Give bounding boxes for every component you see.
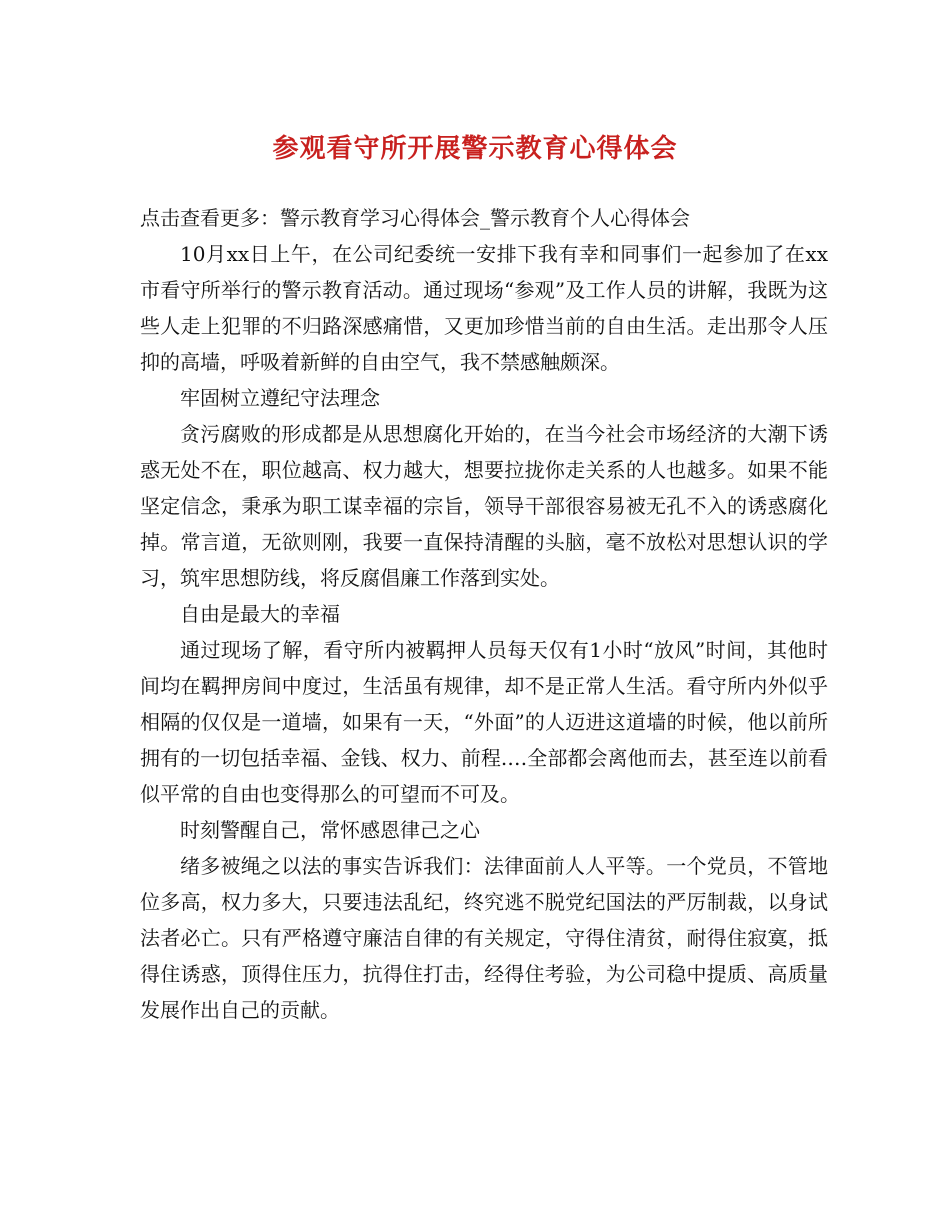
section-heading-vigilance: 时刻警醒自己，常怀感恩律己之心 [180, 818, 480, 842]
section-heading-law: 牢固树立遵纪守法理念 [180, 386, 380, 410]
paragraph-detention: 通过现场了解，看守所内被羁押人员每天仅有1小时“放风”时间，其他时间均在羁押房间中度过，生活虽有规律，却不是正常人生活。看守所内外似乎相隔的仅仅是一道墙，如果有一天，“外面”的人迈进这道墙的时候，他以前所拥有的一切包括幸福、金钱、权力、前程.…全部都会离他而去，甚至连以前看似平常的自由也变得那么的可望而不可及。 [140, 638, 828, 806]
see-more-link-study[interactable]: 警示教育学习心得体会 [280, 206, 480, 230]
paragraph-conclusion: 绪多被绳之以法的事实告诉我们：法律面前人人平等。一个党员，不管地位多高，权力多大，只要违法乱纪，终究逃不脱党纪国法的严厉制裁，以身试法者必亡。只有严格遵守廉洁自律的有关规定，守得住清贫，耐得住寂寞，抵得住诱惑，顶得住压力，抗得住打击，经得住考验，为公司稳中提质、高质量发展作出自己的贡献。 [140, 854, 828, 1022]
document-title: 参观看守所开展警示教育心得体会 [272, 134, 678, 164]
paragraph-intro: 10月xx日上午，在公司纪委统一安排下我有幸和同事们一起参加了在xx市看守所举行的警示教育活动。通过现场“参观”及工作人员的讲解，我既为这些人走上犯罪的不归路深感痛惜，又更加珍惜当前的自由生活。走出那令人压抑的高墙，呼吸着新鲜的自由空气，我不禁感触颇深。 [140, 242, 828, 374]
see-more-link-personal[interactable]: 警示教育个人心得体会 [490, 206, 690, 230]
see-more-line [140, 200, 828, 236]
document-body [140, 200, 828, 1028]
see-more-separator: _ [480, 206, 490, 230]
see-more-prefix: 点击查看更多： [140, 206, 280, 230]
paragraph-corruption: 贪污腐败的形成都是从思想腐化开始的，在当今社会市场经济的大潮下诱惑无处不在，职位越高、权力越大，想要拉拢你走关系的人也越多。如果不能坚定信念，秉承为职工谋幸福的宗旨，领导干部很容易被无孔不入的诱惑腐化掉。常言道，无欲则刚，我要一直保持清醒的头脑，毫不放松对思想认识的学习，筑牢思想防线，将反腐倡廉工作落到实处。 [140, 422, 828, 590]
section-heading-freedom: 自由是最大的幸福 [180, 602, 340, 626]
